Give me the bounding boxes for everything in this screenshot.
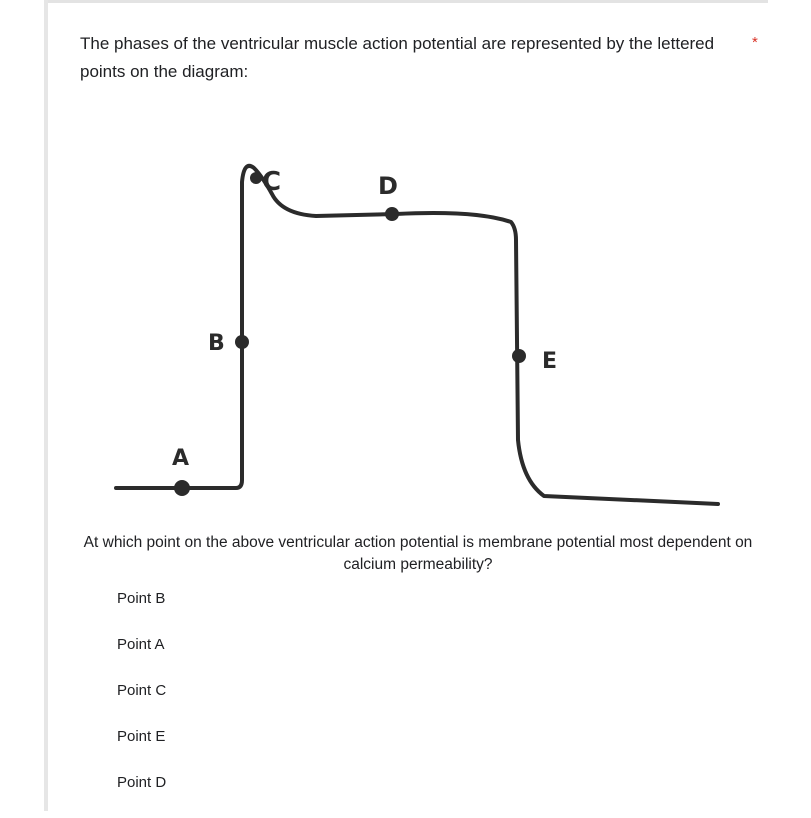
- point-c-marker: [250, 172, 262, 184]
- point-e-label: E: [542, 349, 558, 374]
- action-potential-diagram: [96, 110, 756, 540]
- point-a-marker: [174, 480, 190, 496]
- card-top-border: [48, 0, 768, 3]
- question-title: The phases of the ventricular muscle action potential are represented by the lettered points on the diagram:: [80, 34, 715, 81]
- point-c-label: C: [262, 167, 282, 197]
- point-b-label: B: [208, 331, 225, 356]
- option-point-c[interactable]: Point C: [117, 682, 167, 699]
- point-e-marker: [512, 349, 526, 363]
- option-point-a[interactable]: Point A: [117, 636, 165, 653]
- point-d-label: D: [378, 172, 398, 200]
- point-a-label: A: [172, 446, 190, 471]
- point-d-marker: [385, 207, 399, 221]
- option-point-d[interactable]: Point D: [117, 774, 167, 791]
- option-point-b[interactable]: Point B: [117, 590, 166, 607]
- answer-options: [117, 588, 166, 818]
- option-point-e[interactable]: Point E: [117, 728, 166, 745]
- card-left-border: [44, 0, 48, 811]
- required-marker: *: [752, 34, 758, 51]
- point-b-marker: [235, 335, 249, 349]
- action-potential-curve: [116, 166, 718, 504]
- sub-question: At which point on the above ventricular action potential is membrane potential most dependent on calcium permeability?: [83, 534, 753, 573]
